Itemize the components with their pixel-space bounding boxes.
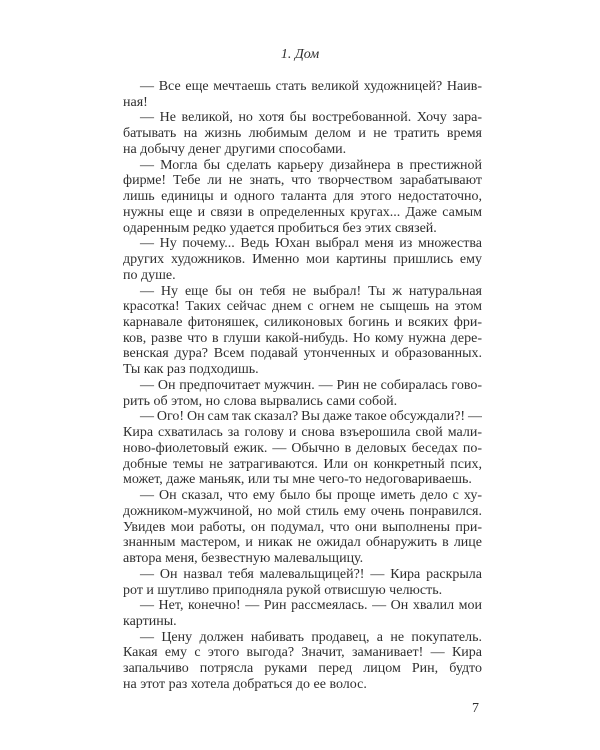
running-header: 1. Дом (280, 47, 320, 62)
text-line (123, 331, 482, 347)
text-line-content: дожником-мужчиной, но мой стиль ему очень понравился. (123, 503, 482, 519)
text-line (123, 488, 482, 504)
text-line (123, 614, 482, 630)
text-line-content: — Цену должен набивать продавец, а не покупатель. (140, 629, 482, 645)
text-line-content: рить об этом, но слова вырвались сами собой. (123, 393, 398, 409)
text-line-content: — Ну еще бы он тебя не выбрал! Ты ж натуральная (140, 283, 482, 299)
text-line-content: — Ого! Он сам так сказал? Вы даже такое обсуждали?! — (140, 409, 482, 425)
text-line (123, 236, 482, 252)
text-line (123, 409, 482, 425)
text-line-content: может, даже маньяк, или ты мне чего-то недоговариваешь. (123, 472, 472, 488)
text-line-content: — Он сказал, что ему было бы проще иметь дело с ху- (140, 488, 482, 504)
text-line (123, 598, 482, 614)
text-line-content: по душе. (123, 267, 176, 283)
text-line (123, 284, 482, 300)
body-text (123, 79, 482, 693)
text-line-content: ков, разве что в глуши какой-нибудь. Но кому нужна дере- (123, 330, 482, 346)
text-line-content: венская дура? Всем подавай утонченных и образованных. (123, 346, 482, 362)
text-line (123, 173, 482, 189)
text-line (123, 645, 482, 661)
text-line-content: ная! (123, 94, 148, 110)
text-line (123, 677, 482, 693)
text-line-content: рот и шутливо приподняла рукой отвисшую челюсть. (123, 582, 443, 598)
page-number: 7 (472, 701, 479, 716)
text-line (123, 79, 482, 95)
text-line-content: одаренным редко удается пробиться без этих связей. (123, 220, 437, 236)
text-line (123, 221, 482, 237)
text-line (123, 126, 482, 142)
text-line (123, 661, 482, 677)
text-line-content: добные темы не затрагиваются. Или он конкретный псих, (123, 456, 482, 472)
text-line (123, 583, 482, 599)
text-line-content: нужны еще и связи в определенных кругах... Даже самым (123, 204, 482, 220)
text-line-content: лишь единицы и одного таланта для этого недостаточно, (123, 189, 482, 205)
text-line (123, 472, 482, 488)
text-line-content: красотка! Таких сейчас днем с огнем не сыщешь на этом (123, 299, 482, 315)
text-line (123, 95, 482, 111)
text-line (123, 520, 482, 536)
text-line-content: батывать на жизнь любимым делом и не тратить время (123, 126, 482, 142)
text-line (123, 567, 482, 583)
text-line-content: — Нет, конечно! — Рин рассмеялась. — Он хвалил мои (140, 598, 482, 614)
text-line-content: Ты как раз подходишь. (123, 362, 259, 378)
text-line (123, 425, 482, 441)
text-line (123, 362, 482, 378)
text-line-content: — Не великой, но хотя бы востребованной. Хочу зара- (140, 110, 482, 126)
text-line-content: карнавале фитоняшек, силиконовых богинь и всяких фри- (123, 315, 482, 331)
text-line-content: фирме! Тебе ли не знать, что творчеством зарабатывают (123, 173, 482, 189)
text-line-content: запальчиво потрясла руками перед лицом Рин, будто (123, 661, 482, 677)
text-line-content: на этот раз хотела добраться до ее волос. (123, 676, 367, 692)
text-line-content: — Все еще мечтаешь стать великой художницей? Наив- (140, 79, 482, 94)
text-line-content: — Он предпочитает мужчин. — Рин не собиралась гово- (140, 377, 482, 393)
text-line-content: автора меня, безвестную малевальщицу. (123, 551, 364, 567)
text-line (123, 268, 482, 284)
text-line (123, 630, 482, 646)
text-line-content: Увидев мои работы, он подумал, что они выполнены при- (123, 519, 482, 535)
text-line (123, 441, 482, 457)
text-line (123, 142, 482, 158)
text-line-content: Кира схватилась за голову и снова взъерошила свой мали- (123, 425, 482, 441)
text-line-content: Какая ему с этого выгода? Значит, заманивает! — Кира (123, 645, 482, 661)
text-line-content: картины. (123, 613, 177, 629)
text-line (123, 504, 482, 520)
text-line (123, 378, 482, 394)
text-line-content: знанным мастером, и никак не ожидал обнаружить в лице (123, 535, 482, 551)
text-line-content: — Он назвал тебя малевальщицей?! — Кира раскрыла (140, 566, 482, 582)
text-line (123, 189, 482, 205)
text-line (123, 535, 482, 551)
text-line (123, 252, 482, 268)
text-line (123, 205, 482, 221)
text-line (123, 551, 482, 567)
text-line (123, 110, 482, 126)
text-line-content: на добычу денег другими способами. (123, 141, 347, 157)
text-line (123, 299, 482, 315)
text-line (123, 315, 482, 331)
text-line (123, 394, 482, 410)
text-line (123, 346, 482, 362)
text-line (123, 457, 482, 473)
text-line-content: — Ну почему... Ведь Юхан выбрал меня из множества (140, 236, 482, 252)
text-line-content: — Могла бы сделать карьеру дизайнера в престижной (140, 157, 482, 173)
text-line (123, 158, 482, 174)
text-line-content: других художников. Именно мои картины пришлись ему (123, 252, 482, 268)
text-line-content: ново-фиолетовый ежик. — Обычно в деловых беседах по- (123, 440, 482, 456)
